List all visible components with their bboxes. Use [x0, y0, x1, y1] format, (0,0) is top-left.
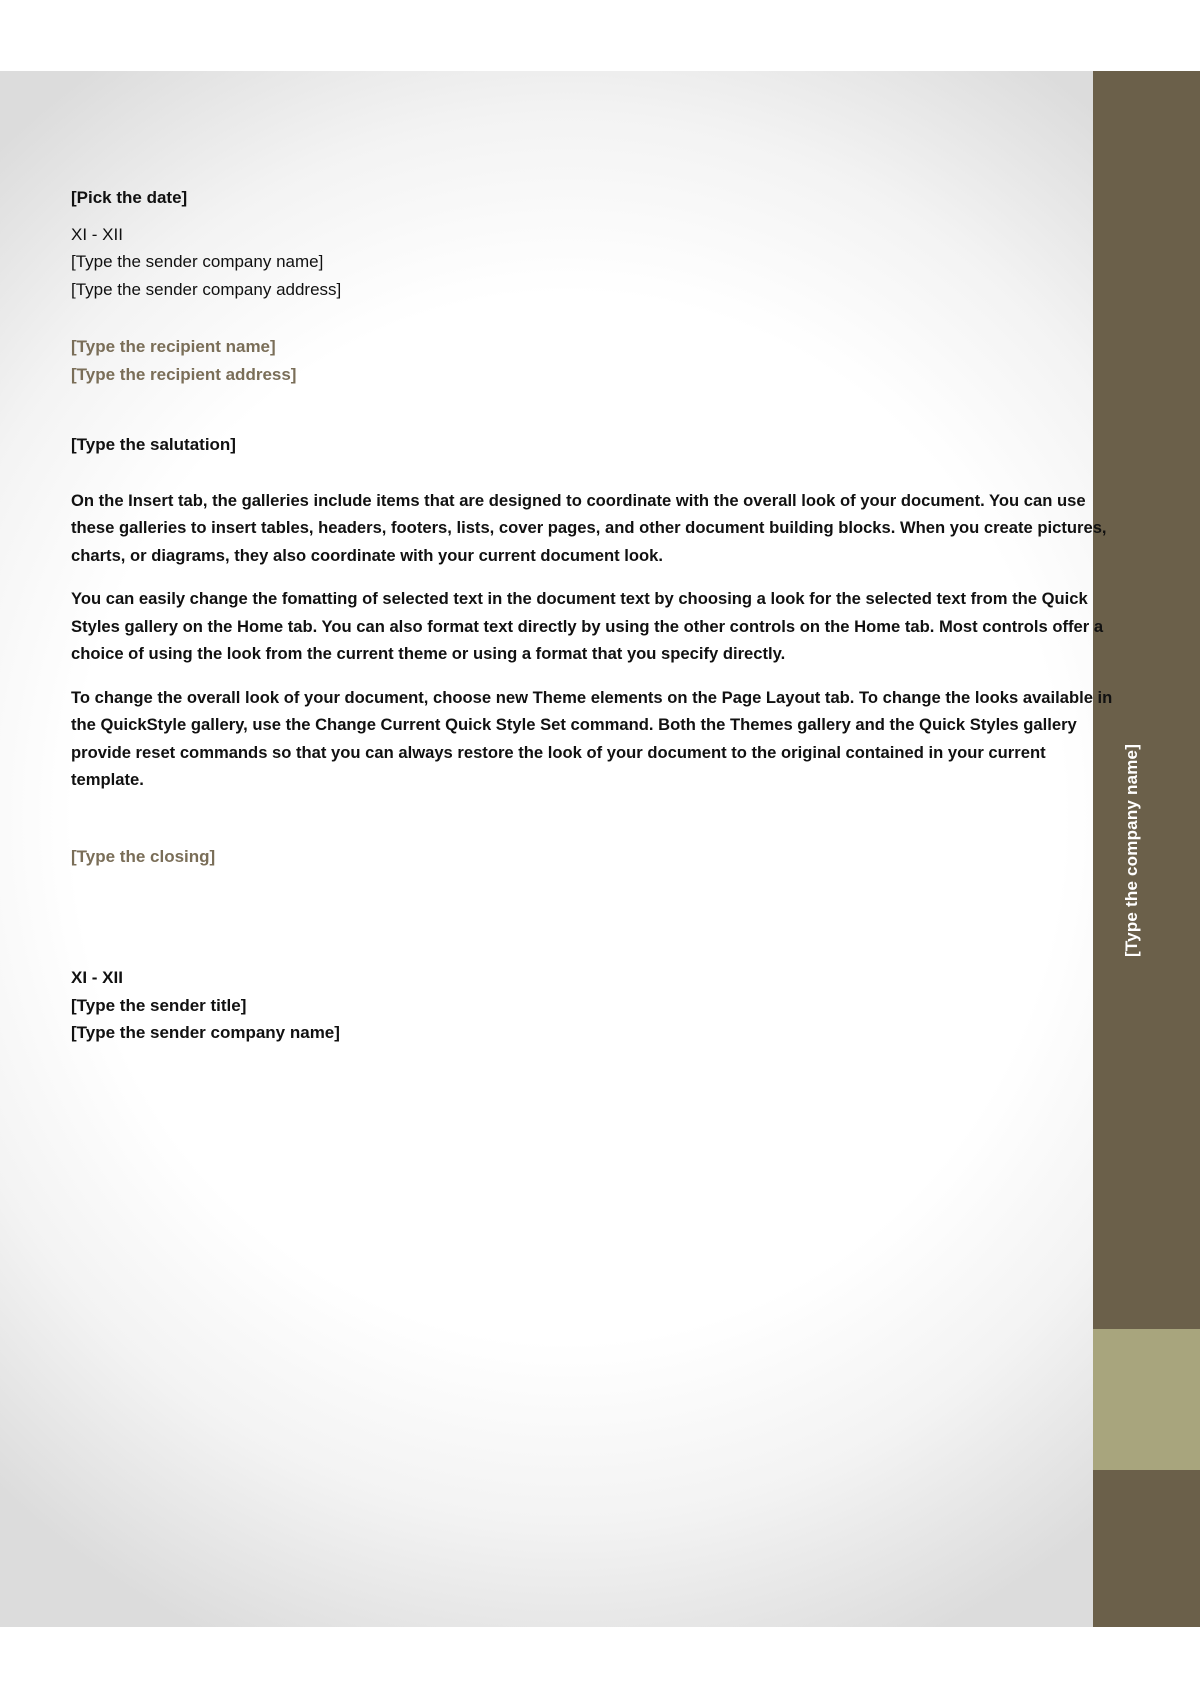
body-paragraph-2[interactable]: You can easily change the fomatting of selected text in the document text by choosing a look for the selected text from the Quick Styles gallery on the Home tab. You can also format text directly by using the other controls on the Home tab. Most controls offer a choice of using the look from the current theme or using a format that you specify directly. [71, 589, 1104, 663]
date-field[interactable]: [Pick the date] [71, 188, 188, 207]
body-paragraph-1[interactable]: On the Insert tab, the galleries include items that are designed to coordinate with the overall look of your document. You can use these galleries to insert tables, headers, footers, lists, cover pages, and other document building blocks. When you create pictures, charts, or diagrams, they also coordinate with your current document look. [71, 490, 1107, 565]
signature-title[interactable]: [Type the sender title] [71, 995, 247, 1015]
recipient-block [71, 333, 1121, 388]
signature-block [71, 964, 1121, 1047]
sender-name[interactable]: XI - XII [71, 224, 123, 244]
signature-company[interactable]: [Type the sender company name] [71, 1023, 340, 1042]
salutation[interactable]: [Type the salutation] [71, 435, 236, 454]
recipient-name[interactable]: [Type the recipient name] [71, 337, 276, 356]
recipient-address[interactable]: [Type the recipient address] [71, 364, 297, 384]
letter-body [71, 184, 1121, 1047]
body-paragraph-3[interactable]: To change the overall look of your document, choose new Theme elements on the Page Layout tab. To change the looks available in the QuickStyle gallery, use the Change Current Quick Style Set command. Both the Themes gallery and the Quick Styles gallery provide reset commands so that you can always restore the look of your document to the original contained in your current template. [71, 687, 1113, 789]
sender-company-address[interactable]: [Type the sender company address] [71, 279, 342, 299]
closing[interactable]: [Type the closing] [71, 846, 216, 866]
sidebar-accent-block [1093, 1329, 1200, 1470]
sender-block [71, 221, 1121, 304]
signature-name[interactable]: XI - XII [71, 968, 123, 987]
sender-company-name[interactable]: [Type the sender company name] [71, 252, 324, 271]
sidebar-company-name[interactable]: [Type the company name] [1122, 743, 1141, 957]
